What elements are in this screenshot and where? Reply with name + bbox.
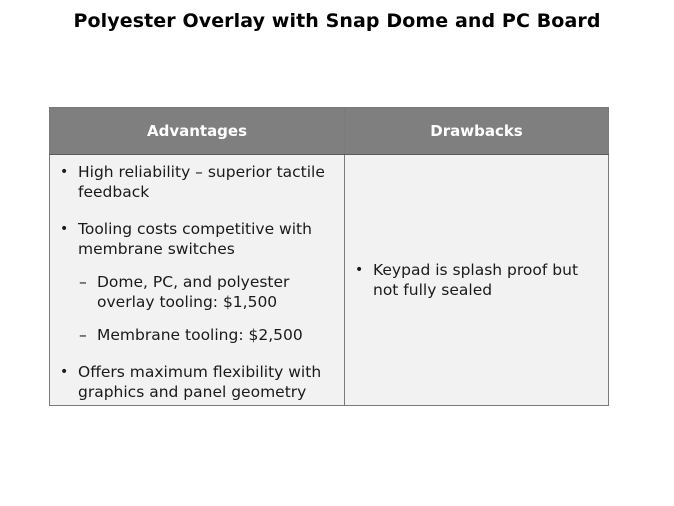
table-row: [50, 155, 609, 406]
advantage-item: • Tooling costs competitive with membrane switches: [58, 219, 332, 259]
drawbacks-list: [345, 260, 608, 300]
advantage-item: • High reliability – superior tactile feedback: [58, 162, 332, 202]
advantages-header: Advantages: [50, 108, 345, 155]
slide-title: Polyester Overlay with Snap Dome and PC Board: [73, 10, 601, 32]
comparison-table: [49, 107, 609, 406]
drawbacks-cell: [345, 155, 609, 406]
advantages-cell: [50, 155, 345, 406]
advantage-item: • Offers maximum flexibility with graphics and panel geometry: [58, 362, 332, 402]
advantage-sub-item: – Membrane tooling: $2,500: [58, 325, 332, 345]
advantage-sub-item: – Dome, PC, and polyester overlay tooling: $1,500: [58, 272, 332, 312]
advantages-list: [50, 155, 344, 405]
table-header-row: [50, 108, 609, 155]
drawback-item: • Keypad is splash proof but not fully sealed: [353, 260, 596, 300]
drawbacks-header: Drawbacks: [345, 108, 609, 155]
